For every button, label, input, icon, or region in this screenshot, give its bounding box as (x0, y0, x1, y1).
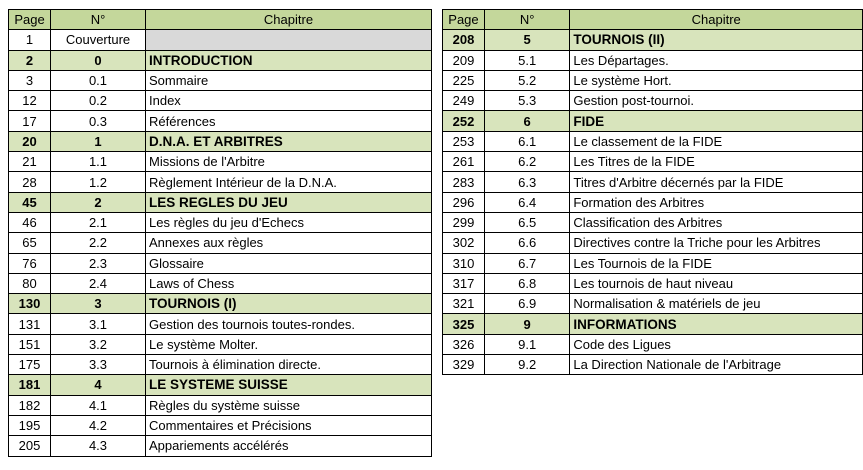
page-cell: 175 (9, 355, 51, 375)
chapter-cell: INFORMATIONS (570, 314, 863, 334)
chapter-cell: Annexes aux règles (146, 233, 432, 253)
page-cell: 20 (9, 131, 51, 151)
chapter-cell: Commentaires et Précisions (146, 415, 432, 435)
page-cell: 209 (443, 50, 485, 70)
table-row (9, 70, 432, 90)
number-cell: 4.2 (51, 415, 146, 435)
page-cell: 195 (9, 415, 51, 435)
chapter-cell: Les tournois de haut niveau (570, 273, 863, 293)
page-cell: 131 (9, 314, 51, 334)
page-cell: 296 (443, 192, 485, 212)
number-cell: 1 (51, 131, 146, 151)
table-row (9, 30, 432, 50)
page-cell: 151 (9, 334, 51, 354)
page-cell: 321 (443, 294, 485, 314)
number-cell: 3.1 (51, 314, 146, 334)
table-row (9, 253, 432, 273)
chapter-cell: D.N.A. ET ARBITRES (146, 131, 432, 151)
number-cell: 2 (51, 192, 146, 212)
chapter-cell: Le classement de la FIDE (570, 131, 863, 151)
chapter-cell: Gestion post-tournoi. (570, 91, 863, 111)
page-cell: 261 (443, 152, 485, 172)
number-cell: 0.3 (51, 111, 146, 131)
toc-table-right (442, 9, 863, 375)
number-cell: 6.6 (484, 233, 569, 253)
number-cell: 6.9 (484, 294, 569, 314)
number-cell: Couverture (51, 30, 146, 50)
section-row (443, 30, 863, 50)
page-cell: 3 (9, 70, 51, 90)
table-row (9, 273, 432, 293)
number-cell: 5.2 (484, 70, 569, 90)
chapter-cell: Laws of Chess (146, 273, 432, 293)
section-row (9, 131, 432, 151)
page-cell: 205 (9, 436, 51, 456)
number-cell: 2.2 (51, 233, 146, 253)
section-row (9, 375, 432, 395)
number-cell: 4 (51, 375, 146, 395)
number-cell: 6.8 (484, 273, 569, 293)
table-row (443, 152, 863, 172)
chapter-cell: Classification des Arbitres (570, 212, 863, 232)
chapter-cell: Le système Hort. (570, 70, 863, 90)
page-cell: 80 (9, 273, 51, 293)
table-row (9, 212, 432, 232)
header-page: Page (443, 10, 485, 30)
chapter-cell: Règles du système suisse (146, 395, 432, 415)
chapter-cell: Sommaire (146, 70, 432, 90)
page-cell: 2 (9, 50, 51, 70)
page-cell: 46 (9, 212, 51, 232)
table-row (9, 334, 432, 354)
chapter-cell: Missions de l'Arbitre (146, 152, 432, 172)
chapter-cell: Le système Molter. (146, 334, 432, 354)
section-row (9, 50, 432, 70)
number-cell: 6 (484, 111, 569, 131)
chapter-cell: TOURNOIS (I) (146, 294, 432, 314)
number-cell: 6.2 (484, 152, 569, 172)
number-cell: 4.1 (51, 395, 146, 415)
number-cell: 2.1 (51, 212, 146, 232)
table-row (9, 314, 432, 334)
header-row (443, 10, 863, 30)
chapter-cell: FIDE (570, 111, 863, 131)
number-cell: 1.2 (51, 172, 146, 192)
table-row (443, 212, 863, 232)
page-cell: 325 (443, 314, 485, 334)
section-row (443, 314, 863, 334)
page-cell: 208 (443, 30, 485, 50)
table-row (9, 152, 432, 172)
chapter-cell (146, 30, 432, 50)
chapter-cell: Les Tournois de la FIDE (570, 253, 863, 273)
page-cell: 302 (443, 233, 485, 253)
table-row (9, 355, 432, 375)
table-row (9, 91, 432, 111)
number-cell: 3.2 (51, 334, 146, 354)
number-cell: 6.5 (484, 212, 569, 232)
page-cell: 65 (9, 233, 51, 253)
table-row (443, 91, 863, 111)
page-cell: 249 (443, 91, 485, 111)
number-cell: 5 (484, 30, 569, 50)
page-cell: 28 (9, 172, 51, 192)
section-row (9, 192, 432, 212)
chapter-cell: Directives contre la Triche pour les Arbitres (570, 233, 863, 253)
table-row (443, 192, 863, 212)
page-cell: 310 (443, 253, 485, 273)
header-row (9, 10, 432, 30)
chapter-cell: Appariements accélérés (146, 436, 432, 456)
number-cell: 6.7 (484, 253, 569, 273)
page-cell: 329 (443, 355, 485, 375)
number-cell: 2.3 (51, 253, 146, 273)
number-cell: 0.2 (51, 91, 146, 111)
page-cell: 76 (9, 253, 51, 273)
header-num: N° (51, 10, 146, 30)
page-cell: 17 (9, 111, 51, 131)
table-row (443, 355, 863, 375)
section-row (9, 294, 432, 314)
chapter-cell: Formation des Arbitres (570, 192, 863, 212)
table-row (9, 233, 432, 253)
number-cell: 1.1 (51, 152, 146, 172)
header-num: N° (484, 10, 569, 30)
page-cell: 130 (9, 294, 51, 314)
table-row (9, 172, 432, 192)
chapter-cell: Règlement Intérieur de la D.N.A. (146, 172, 432, 192)
number-cell: 0 (51, 50, 146, 70)
page-cell: 12 (9, 91, 51, 111)
chapter-cell: Les Titres de la FIDE (570, 152, 863, 172)
chapter-cell: La Direction Nationale de l'Arbitrage (570, 355, 863, 375)
number-cell: 4.3 (51, 436, 146, 456)
table-row (443, 131, 863, 151)
chapter-cell: Index (146, 91, 432, 111)
page-cell: 252 (443, 111, 485, 131)
number-cell: 9 (484, 314, 569, 334)
number-cell: 3.3 (51, 355, 146, 375)
chapter-cell: Glossaire (146, 253, 432, 273)
table-row (443, 334, 863, 354)
number-cell: 6.4 (484, 192, 569, 212)
number-cell: 0.1 (51, 70, 146, 90)
header-chapter: Chapitre (146, 10, 432, 30)
page-cell: 182 (9, 395, 51, 415)
table-row (443, 172, 863, 192)
chapter-cell: LES REGLES DU JEU (146, 192, 432, 212)
number-cell: 6.3 (484, 172, 569, 192)
page-cell: 283 (443, 172, 485, 192)
chapter-cell: Normalisation & matériels de jeu (570, 294, 863, 314)
header-chapter: Chapitre (570, 10, 863, 30)
page-cell: 326 (443, 334, 485, 354)
table-row (443, 70, 863, 90)
table-row (9, 111, 432, 131)
table-row (443, 50, 863, 70)
toc-table-left (8, 9, 432, 457)
chapter-cell: TOURNOIS (II) (570, 30, 863, 50)
header-page: Page (9, 10, 51, 30)
number-cell: 5.3 (484, 91, 569, 111)
chapter-cell: INTRODUCTION (146, 50, 432, 70)
page-cell: 253 (443, 131, 485, 151)
number-cell: 9.1 (484, 334, 569, 354)
chapter-cell: Les Départages. (570, 50, 863, 70)
table-row (443, 253, 863, 273)
page-cell: 299 (443, 212, 485, 232)
table-row (9, 395, 432, 415)
page-cell: 21 (9, 152, 51, 172)
page-cell: 1 (9, 30, 51, 50)
page-cell: 317 (443, 273, 485, 293)
page-cell: 181 (9, 375, 51, 395)
chapter-cell: Code des Ligues (570, 334, 863, 354)
table-row (443, 294, 863, 314)
page-cell: 225 (443, 70, 485, 90)
chapter-cell: Titres d'Arbitre décernés par la FIDE (570, 172, 863, 192)
number-cell: 5.1 (484, 50, 569, 70)
page-cell: 45 (9, 192, 51, 212)
number-cell: 2.4 (51, 273, 146, 293)
table-row (9, 415, 432, 435)
section-row (443, 111, 863, 131)
number-cell: 3 (51, 294, 146, 314)
number-cell: 6.1 (484, 131, 569, 151)
table-row (9, 436, 432, 456)
chapter-cell: Gestion des tournois toutes-rondes. (146, 314, 432, 334)
chapter-cell: Tournois à élimination directe. (146, 355, 432, 375)
table-row (443, 273, 863, 293)
chapter-cell: Les règles du jeu d'Echecs (146, 212, 432, 232)
chapter-cell: Références (146, 111, 432, 131)
table-row (443, 233, 863, 253)
number-cell: 9.2 (484, 355, 569, 375)
chapter-cell: LE SYSTEME SUISSE (146, 375, 432, 395)
